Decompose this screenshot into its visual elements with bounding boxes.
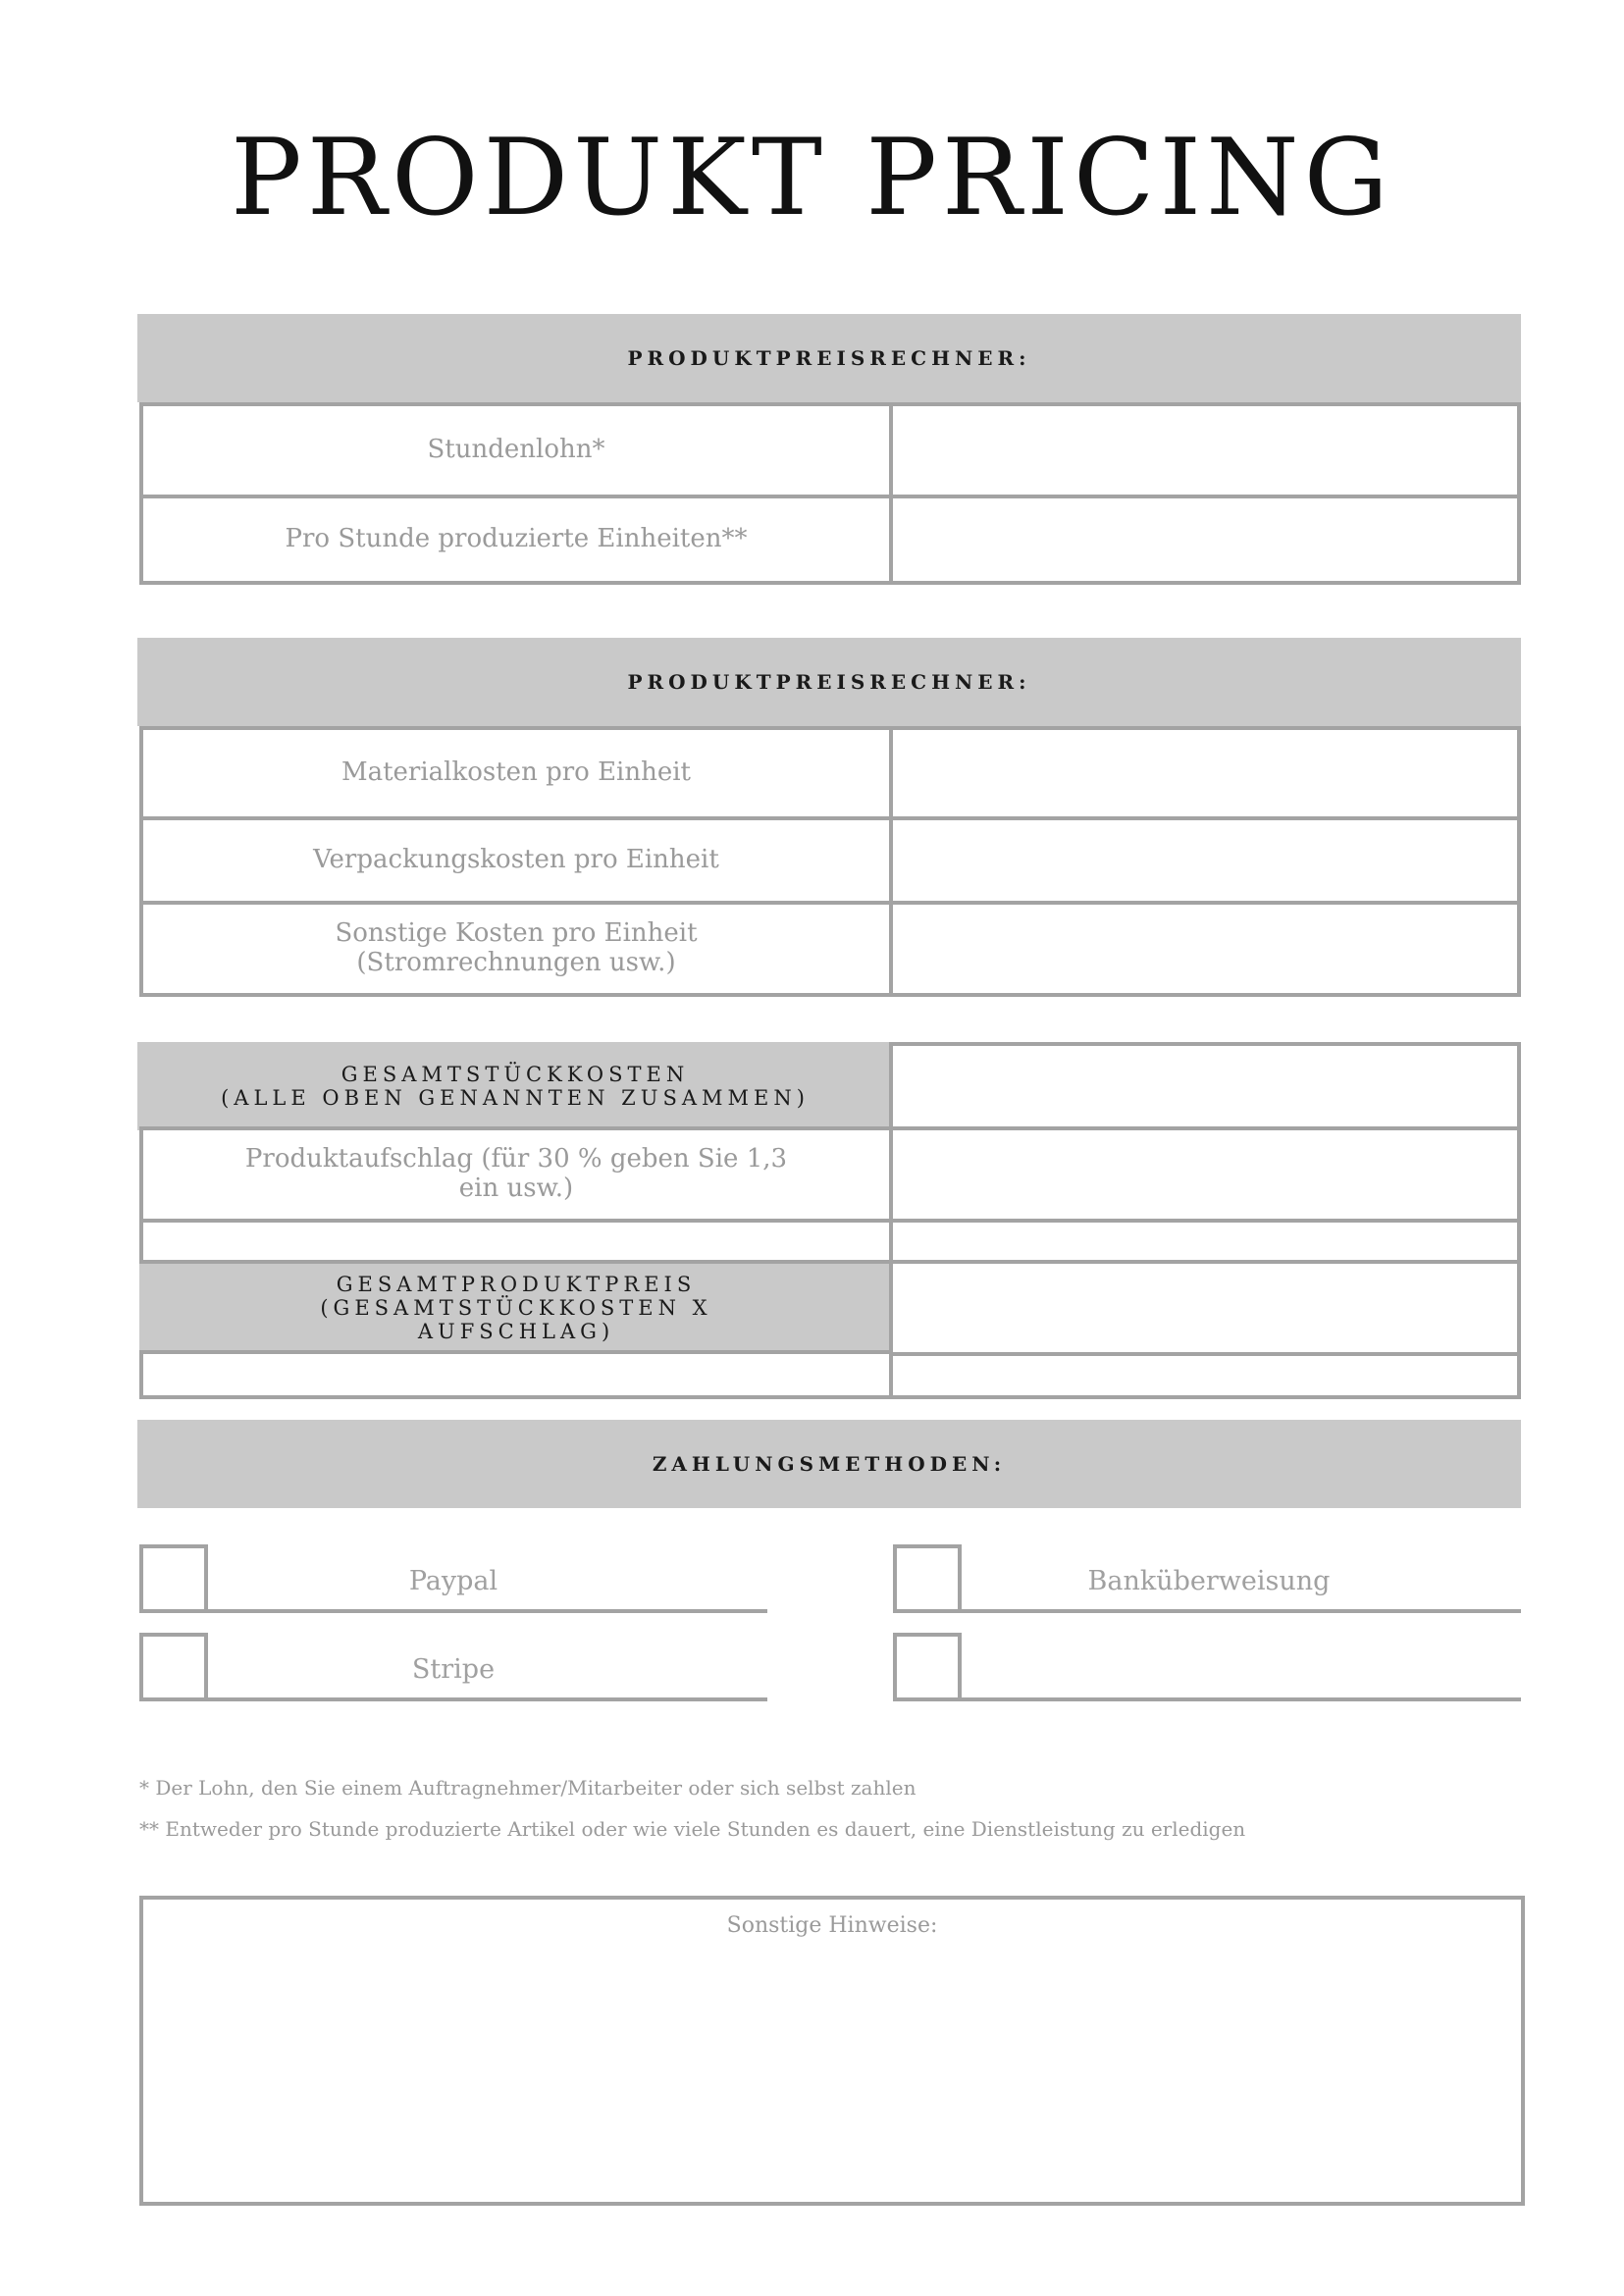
label-units-per-hour: Pro Stunde produzierte Einheiten** (139, 495, 893, 585)
section-header-hourly: PRODUKTPREISRECHNER: (137, 314, 1521, 402)
footnote-units: ** Entweder pro Stunde produzierte Artikel oder wie viele Stunden es dauert, eine Dienstleistung zu erledigen (139, 1817, 1246, 1841)
section-header-costs: PRODUKTPREISRECHNER: (137, 638, 1521, 726)
label-hourly-wage: Stundenlohn* (139, 402, 893, 498)
section-header-payment: ZAHLUNGSMETHODEN: (137, 1420, 1521, 1508)
input-hourly-wage[interactable] (889, 402, 1521, 498)
label-paypal: Paypal (408, 1566, 498, 1596)
checkbox-stripe[interactable] (139, 1633, 208, 1701)
input-other-cost[interactable] (889, 901, 1521, 997)
notes-label: Sonstige Hinweise: (726, 1913, 938, 1938)
input-material-cost[interactable] (889, 726, 1521, 820)
input-packaging-cost[interactable] (889, 816, 1521, 905)
spacer-row-right (889, 1219, 1521, 1264)
label-other-cost: Sonstige Kosten pro Einheit (Stromrechnungen usw.) (139, 901, 893, 997)
input-units-per-hour[interactable] (889, 495, 1521, 585)
label-bank-transfer: Banküberweisung (1087, 1566, 1331, 1596)
underline-other (960, 1697, 1521, 1701)
label-product-markup: Produktaufschlag (für 30 % geben Sie 1,3 ein usw.) (139, 1126, 893, 1223)
notes-box[interactable] (139, 1896, 1525, 2206)
label-packaging-cost: Verpackungskosten pro Einheit (139, 816, 893, 905)
underline-paypal (206, 1609, 767, 1613)
spacer-row-bottom-right (889, 1352, 1521, 1399)
label-total-product-price: GESAMTPRODUKTPREIS (GESAMTSTÜCKKOSTEN X AUFSCHLAG) (139, 1264, 893, 1352)
checkbox-bank-transfer[interactable] (893, 1544, 962, 1613)
underline-bank-transfer (960, 1609, 1521, 1613)
checkbox-other[interactable] (893, 1633, 962, 1701)
spacer-row-bottom-left (139, 1350, 893, 1399)
spacer-row-left (139, 1219, 893, 1264)
input-product-markup[interactable] (889, 1126, 1521, 1223)
label-stripe: Stripe (411, 1654, 496, 1685)
label-material-cost: Materialkosten pro Einheit (139, 726, 893, 820)
label-total-unit-cost: GESAMTSTÜCKKOSTEN (ALLE OBEN GENANNTEN ZUSAMMEN) (137, 1042, 893, 1130)
input-total-unit-cost[interactable] (889, 1042, 1521, 1130)
underline-stripe (206, 1697, 767, 1701)
input-total-product-price[interactable] (889, 1260, 1521, 1356)
checkbox-paypal[interactable] (139, 1544, 208, 1613)
page-title: PRODUKT PRICING (231, 117, 1393, 239)
footnote-wage: * Der Lohn, den Sie einem Auftragnehmer/Mitarbeiter oder sich selbst zahlen (139, 1776, 917, 1800)
